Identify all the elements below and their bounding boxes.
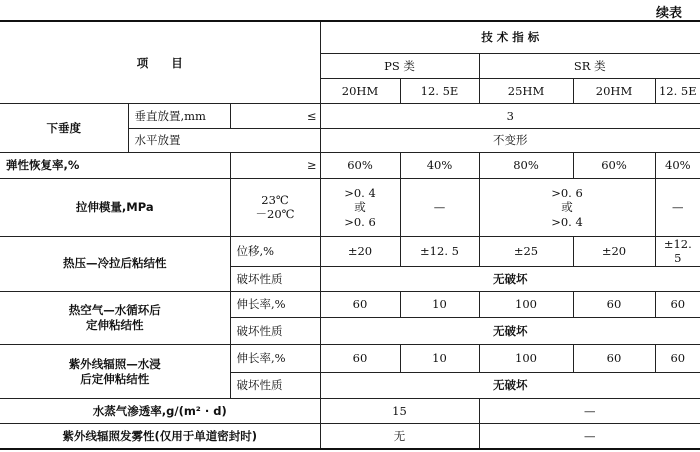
sag-vertical-op: ≤: [230, 104, 320, 129]
spec-table: [0, 20, 700, 450]
hot-fail-label: 破坏性质: [230, 267, 320, 292]
sag-horizontal-value: 不变形: [320, 129, 700, 153]
hot-disp-value: ±20: [573, 236, 655, 266]
hotair-fail-label: 破坏性质: [230, 318, 320, 345]
vapor-sr: —: [479, 399, 700, 424]
uv-elong-value: 100: [479, 344, 573, 372]
elastic-label: 弹性恢复率,%: [0, 152, 230, 179]
hotair-elong-value: 60: [655, 291, 700, 318]
sag-horizontal-label: 水平放置: [128, 129, 320, 153]
hotair-label: 热空气—水循环后 定伸粘结性: [0, 291, 230, 344]
uv-fail-label: 破坏性质: [230, 372, 320, 399]
uv-fail-value: 无破坏: [320, 372, 700, 399]
uv-row-elong: [0, 344, 700, 372]
tensile-ps-125e: —: [400, 179, 479, 236]
fog-label: 紫外线辐照发雾性(仅用于单道密封时): [0, 423, 320, 449]
hot-disp-value: ±25: [479, 236, 573, 266]
uv-elong-value: 60: [320, 344, 400, 372]
elastic-value: 40%: [400, 152, 479, 179]
elastic-value: 80%: [479, 152, 573, 179]
sag-row-vertical: [0, 104, 700, 129]
vapor-row: [0, 399, 700, 424]
tensile-sr-125e: —: [655, 179, 700, 236]
fog-ps: 无: [320, 423, 479, 449]
sag-vertical-label: 垂直放置,mm: [128, 104, 230, 129]
fog-sr: —: [479, 423, 700, 449]
header-col: 20HM: [320, 78, 400, 104]
elastic-op: ≥: [230, 152, 320, 179]
continued-label: 续表: [655, 6, 682, 21]
hot-fail-value: 无破坏: [320, 267, 700, 292]
uv-elong-value: 60: [655, 344, 700, 372]
tensile-sr-merged: >0. 6 或 >0. 4: [479, 179, 655, 236]
hot-label: 热压—冷拉后粘结性: [0, 236, 230, 291]
hotair-elong-value: 10: [400, 291, 479, 318]
tensile-row: [0, 179, 700, 236]
hot-disp-value: ±12. 5: [400, 236, 479, 266]
header-sr-group: SR 类: [479, 54, 700, 79]
header-ps-group: PS 类: [320, 54, 479, 79]
elastic-value: 40%: [655, 152, 700, 179]
header-col: 12. 5E: [400, 78, 479, 104]
hot-disp-label: 位移,%: [230, 236, 320, 266]
hotair-elong-value: 60: [320, 291, 400, 318]
hotair-elong-label: 伸长率,%: [230, 291, 320, 318]
tensile-label: 拉伸模量,MPa: [0, 179, 230, 236]
header-item: 项 目: [0, 21, 320, 104]
hotair-elong-value: 60: [573, 291, 655, 318]
hotair-elong-value: 100: [479, 291, 573, 318]
tensile-temps: 23℃ －20℃: [230, 179, 320, 236]
hot-row-disp: [0, 236, 700, 266]
elastic-value: 60%: [320, 152, 400, 179]
header-col: 25HM: [479, 78, 573, 104]
uv-elong-value: 60: [573, 344, 655, 372]
elastic-row: [0, 152, 700, 179]
tensile-ps-20hm: >0. 4 或 >0. 6: [320, 179, 400, 236]
header-tech: 技 术 指 标: [320, 21, 700, 54]
header-col: 12. 5E: [655, 78, 700, 104]
elastic-value: 60%: [573, 152, 655, 179]
hotair-fail-value: 无破坏: [320, 318, 700, 345]
uv-elong-value: 10: [400, 344, 479, 372]
sag-label: 下垂度: [0, 104, 128, 152]
sag-vertical-value: 3: [320, 104, 700, 129]
uv-elong-label: 伸长率,%: [230, 344, 320, 372]
vapor-label: 水蒸气渗透率,g/(m² · d): [0, 399, 320, 424]
header-row-1: [0, 21, 700, 54]
header-col: 20HM: [573, 78, 655, 104]
hot-disp-value: ±12. 5: [655, 236, 700, 266]
uv-label: 紫外线辐照—水浸 后定伸粘结性: [0, 344, 230, 398]
vapor-ps: 15: [320, 399, 479, 424]
hot-disp-value: ±20: [320, 236, 400, 266]
fog-row: [0, 423, 700, 449]
hotair-row-elong: [0, 291, 700, 318]
